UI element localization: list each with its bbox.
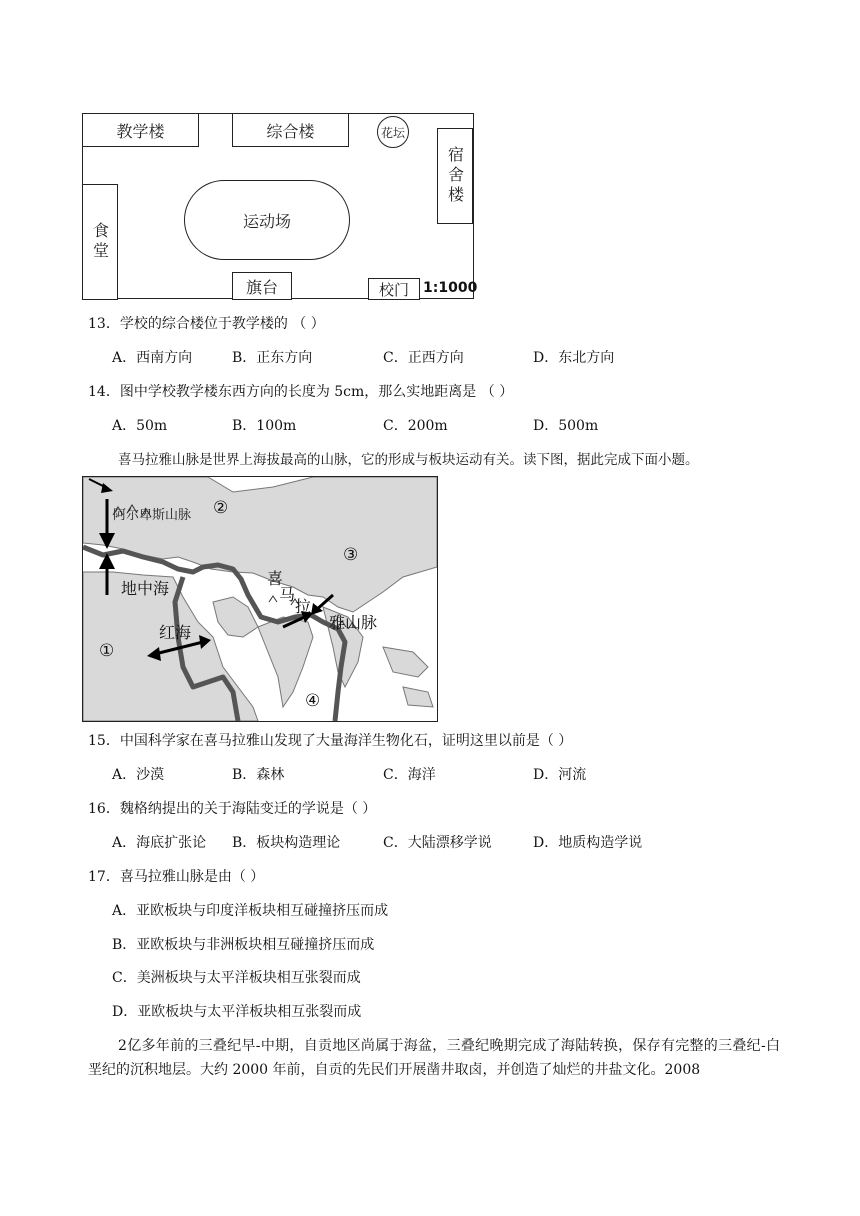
- question-number: 17．: [88, 869, 120, 885]
- q14-option-d[interactable]: D．500m: [533, 418, 599, 434]
- q16-option-d[interactable]: D．地质构造学说: [533, 835, 643, 851]
- label-himalaya-1: 喜: [267, 569, 284, 588]
- plate-label-1: ①: [99, 641, 115, 661]
- intro-himalaya: 喜马拉雅山脉是世界上海拔最高的山脉，它的形成与板块运动有关。读下图，据此完成下面小题。: [118, 452, 699, 468]
- q14-option-a[interactable]: A．50m: [112, 418, 168, 434]
- q15-option-d[interactable]: D．河流: [533, 767, 587, 783]
- question-15: [88, 731, 572, 751]
- question-14: [88, 382, 513, 402]
- canteen: 食堂: [82, 184, 118, 300]
- q17-option-b[interactable]: B．亚欧板块与非洲板块相互碰撞挤压而成: [112, 937, 375, 953]
- final-paragraph: 2亿多年前的三叠纪早-中期，自贡地区尚属于海盆，三叠纪晚期完成了海陆转换，保存有完整的三叠纪-白垩纪的沉积地层。大约 2000 年前，自贡的先民们开展凿井取卤，并创造了灿烂的井盐文化。2008: [88, 1038, 780, 1078]
- q17-option-d[interactable]: D．亚欧板块与太平洋板块相互张裂而成: [112, 1004, 362, 1020]
- question-17: [88, 867, 264, 887]
- plate-label-4: ④: [305, 691, 321, 711]
- question-stem: 魏格纳提出的关于海陆变迁的学说是（ ）: [119, 801, 377, 817]
- label-red-sea: 红海: [159, 623, 192, 642]
- complex-building: 综合楼: [232, 113, 349, 147]
- label-mediterranean: 地中海: [121, 579, 170, 598]
- q13-option-c[interactable]: C．正西方向: [383, 350, 464, 366]
- question-number: 16．: [88, 801, 120, 817]
- q15-option-c[interactable]: C．海洋: [383, 767, 436, 783]
- teaching-building: 教学楼: [82, 113, 199, 147]
- question-stem: 喜马拉雅山脉是由（ ）: [119, 869, 265, 885]
- q15-option-a[interactable]: A．沙漠: [112, 767, 165, 783]
- q17-option-c[interactable]: C．美洲板块与太平洋板块相互张裂而成: [112, 970, 361, 986]
- q13-option-a[interactable]: A．西南方向: [112, 350, 193, 366]
- question-number: 13．: [88, 316, 120, 332]
- flag-platform: 旗台: [232, 272, 292, 300]
- question-13: [88, 314, 325, 334]
- question-number: 15．: [88, 733, 120, 749]
- school-gate: 校门: [368, 278, 420, 300]
- q16-option-c[interactable]: C．大陆漂移学说: [383, 835, 492, 851]
- label-himalaya-3: 拉: [295, 597, 312, 616]
- map-scale: 1:1000: [423, 280, 478, 296]
- q13-option-d[interactable]: D．东北方向: [533, 350, 615, 366]
- question-16: [88, 799, 376, 819]
- plate-label-3: ③: [343, 545, 359, 565]
- school-map: [82, 113, 478, 299]
- label-himalaya-rest: 雅山脉: [329, 613, 378, 632]
- plate-label-2: ②: [213, 498, 229, 518]
- q14-option-b[interactable]: B．100m: [232, 418, 297, 434]
- q13-option-b[interactable]: B．正东方向: [232, 350, 313, 366]
- label-himalaya-2: 马: [279, 585, 296, 604]
- question-stem: 图中学校教学楼东西方向的长度为 5cm，那么实地距离是 （ ）: [119, 384, 514, 400]
- dormitory: 宿舍楼: [437, 128, 473, 224]
- q16-option-b[interactable]: B．板块构造理论: [232, 835, 341, 851]
- q14-option-c[interactable]: C．200m: [383, 418, 448, 434]
- q15-option-b[interactable]: B．森林: [232, 767, 285, 783]
- question-number: 14．: [88, 384, 120, 400]
- flower-bed: 花坛: [377, 116, 409, 148]
- question-stem: 中国科学家在喜马拉雅山发现了大量海洋生物化石，证明这里以前是（ ）: [119, 733, 573, 749]
- islands: [383, 647, 433, 707]
- q16-option-a[interactable]: A．海底扩张论: [112, 835, 207, 851]
- playground: 运动场: [184, 180, 350, 260]
- plate-map: [82, 476, 438, 722]
- label-alps: 阿尔卑斯山脉: [113, 508, 192, 523]
- q17-option-a[interactable]: A．亚欧板块与印度洋板块相互碰撞挤压而成: [112, 903, 389, 919]
- question-stem: 学校的综合楼位于教学楼的 （ ）: [119, 316, 325, 332]
